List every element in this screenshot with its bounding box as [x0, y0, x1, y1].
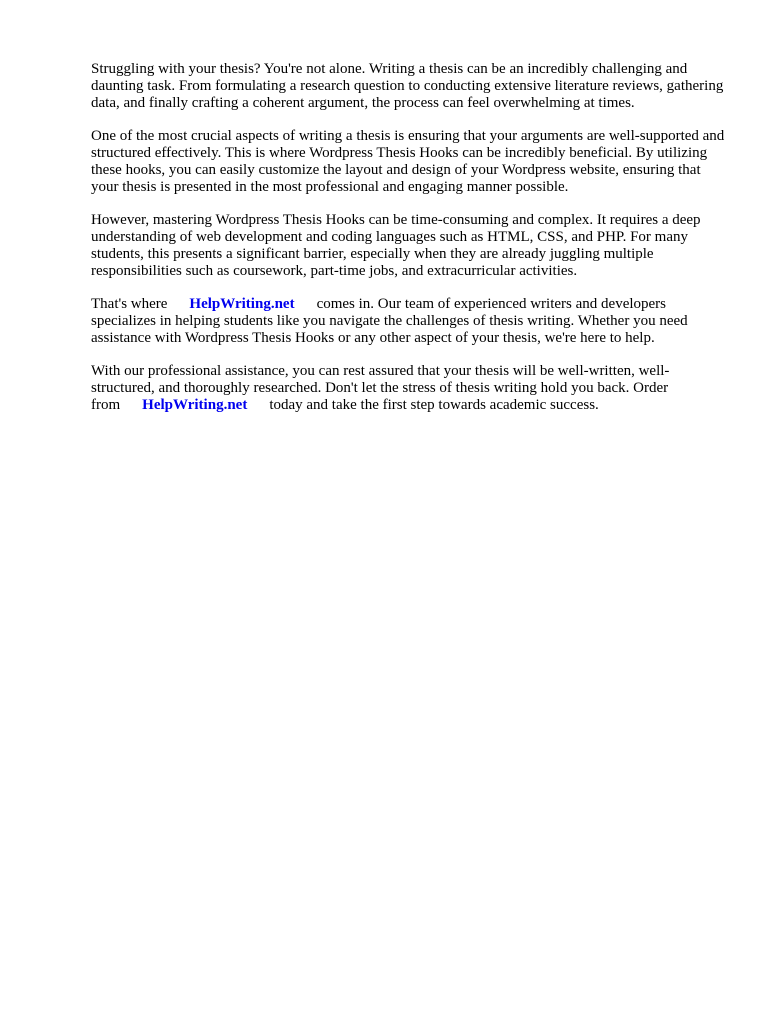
paragraph-service-intro-lead: That's where: [91, 296, 168, 312]
paragraph-cta-rest: today and take the first step towards academic success.: [269, 397, 599, 413]
paragraph-intro: Struggling with your thesis? You're not alone. Writing a thesis can be an incredibly challenging and daunting task. From formulating a research question to conducting extensive literature reviews, gathering data, and finally crafting a coherent argument, the process can feel overwhelming at times.: [91, 61, 724, 111]
paragraph-service-intro-rest: comes in. Our team of experienced writers and developers specializes in helping students like you navigate the challenges of thesis writing. Whether you need assistance with Wordpress Thesis Hooks or any other aspect of your thesis, we're here to help.: [91, 296, 688, 346]
paragraph-hooks-complexity: However, mastering Wordpress Thesis Hooks can be time-consuming and complex. It requires a deep understanding of web development and coding languages such as HTML, CSS, and PHP. For many students, this presents a significant barrier, especially when they are already juggling multiple responsibilities such as coursework, part-time jobs, and extracurricular activities.: [91, 212, 701, 279]
helpwriting-link[interactable]: HelpWriting.net: [189, 296, 295, 312]
helpwriting-order-link[interactable]: HelpWriting.net: [142, 397, 248, 413]
paragraph-cta-lead: With our professional assistance, you can rest assured that your thesis will be well-written, well-structured, and thoroughly researched. Don't let the stress of thesis writing hold you back. Order from: [91, 363, 670, 413]
paragraph-hooks-benefit: One of the most crucial aspects of writing a thesis is ensuring that your arguments are well-supported and structured effectively. This is where Wordpress Thesis Hooks can be incredibly beneficial. By utilizing these hooks, you can easily customize the layout and design of your Wordpress website, ensuring that your thesis is presented in the most professional and engaging manner possible.: [91, 128, 725, 195]
paragraph-call-to-action: [91, 363, 731, 414]
paragraph-service-intro: [91, 296, 731, 347]
document-body: [91, 61, 731, 430]
